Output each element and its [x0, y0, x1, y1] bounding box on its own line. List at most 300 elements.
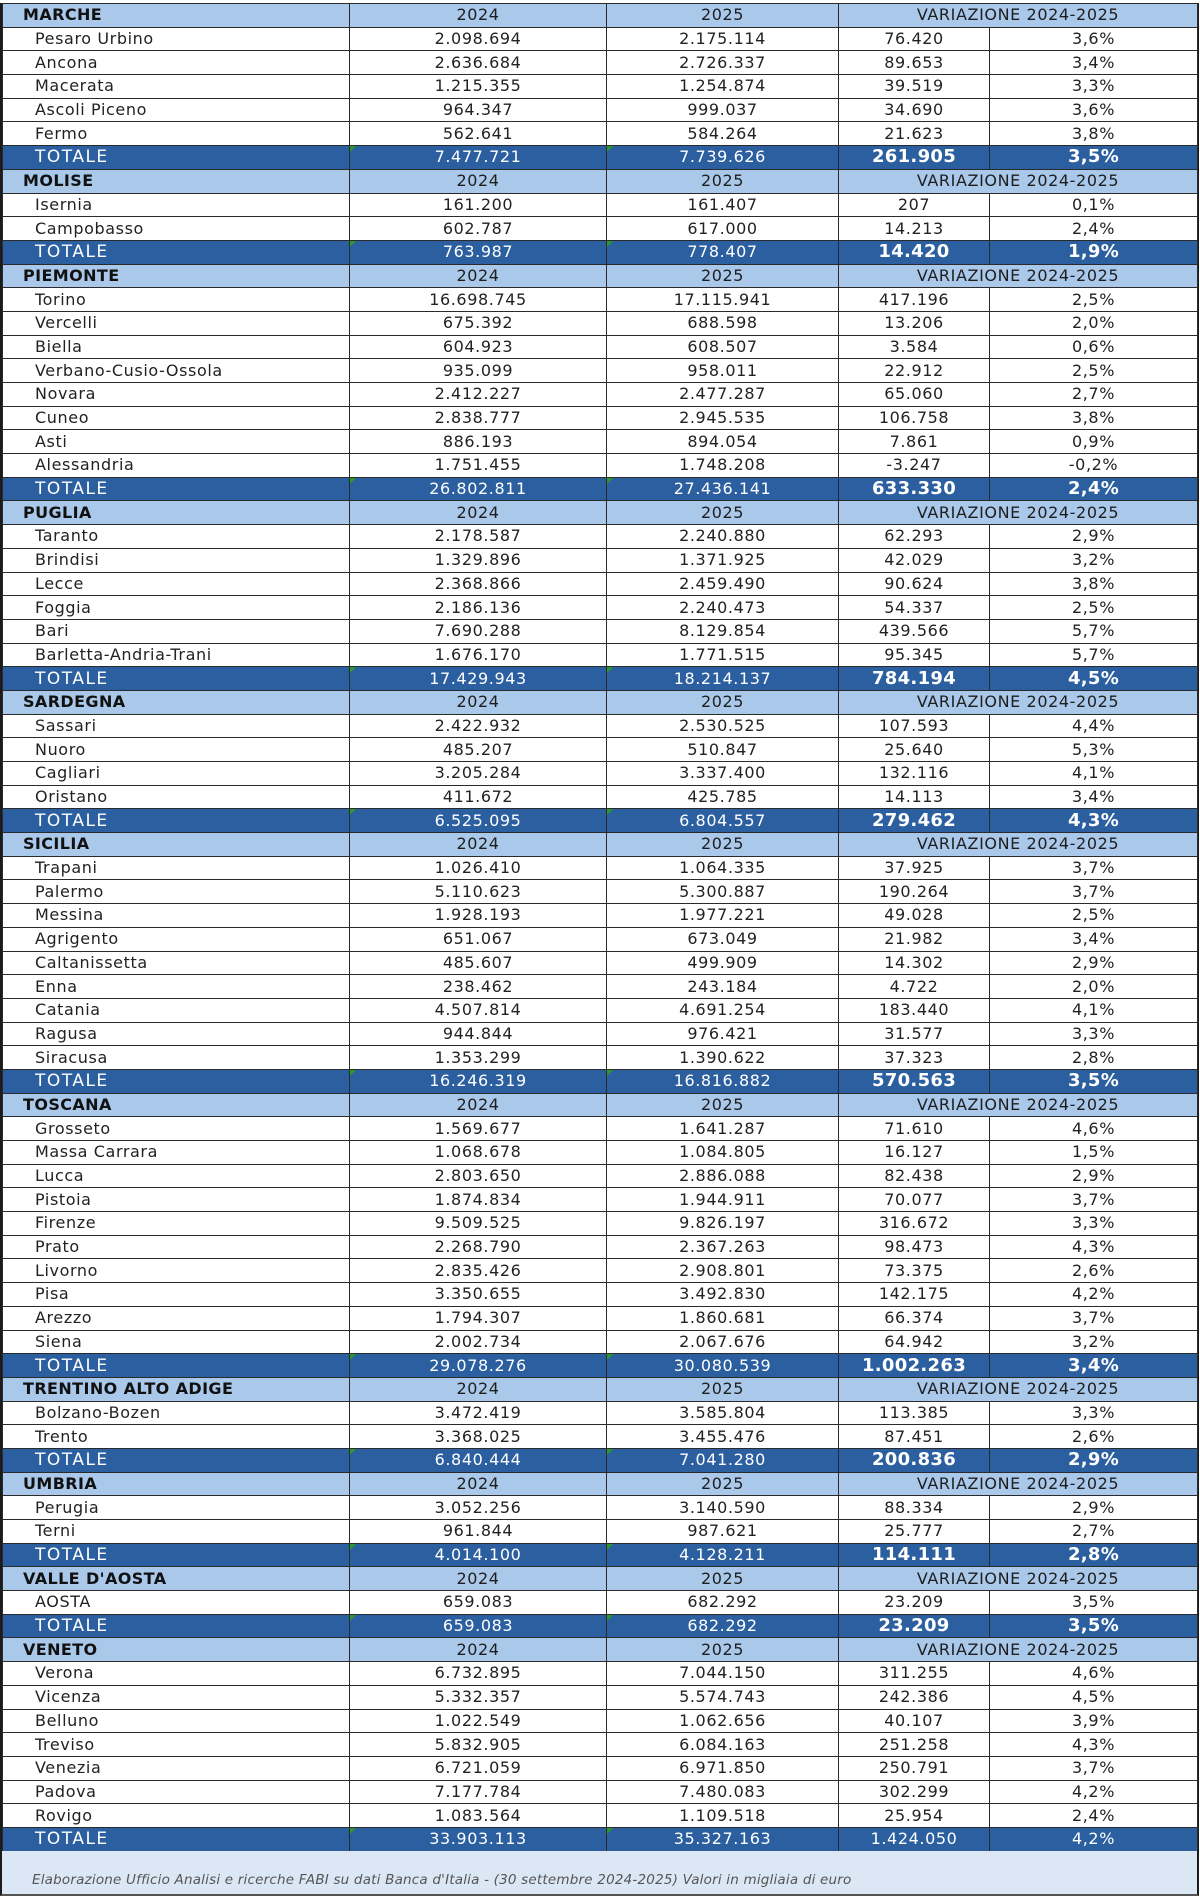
province-name: Catania [3, 998, 350, 1022]
variation-percent: 2,5% [990, 359, 1198, 383]
value-2025: 3.337.400 [607, 762, 839, 786]
total-variation-percent: 3,5% [990, 1614, 1198, 1638]
value-2025: 894.054 [607, 430, 839, 454]
value-2024: 1.569.677 [350, 1117, 607, 1141]
province-name: AOSTA [3, 1591, 350, 1615]
column-header-variation: VARIAZIONE 2024-2025 [839, 690, 1198, 714]
total-2025: 18.214.137 [607, 667, 839, 691]
variation-percent: 2,6% [990, 1259, 1198, 1283]
variation-percent: 5,3% [990, 738, 1198, 762]
province-name: Caltanissetta [3, 951, 350, 975]
variation-absolute: 49.028 [839, 904, 990, 928]
column-header-2025: 2025 [607, 1567, 839, 1591]
table-row [3, 904, 1198, 928]
value-2025: 6.971.850 [607, 1756, 839, 1780]
column-header-2025: 2025 [607, 1638, 839, 1662]
total-row [3, 1448, 1198, 1472]
value-2025: 2.175.114 [607, 27, 839, 51]
variation-percent: 3,6% [990, 27, 1198, 51]
table-row [3, 525, 1198, 549]
province-name: Biella [3, 335, 350, 359]
variation-percent: 2,5% [990, 288, 1198, 312]
variation-percent: 3,7% [990, 1306, 1198, 1330]
value-2025: 2.530.525 [607, 714, 839, 738]
total-2024: 4.014.100 [350, 1543, 607, 1567]
province-name: Oristano [3, 785, 350, 809]
variation-percent: 3,4% [990, 927, 1198, 951]
total-variation-percent: 1,9% [990, 240, 1198, 264]
value-2025: 608.507 [607, 335, 839, 359]
variation-percent: 2,0% [990, 975, 1198, 999]
source-note: Elaborazione Ufficio Analisi e ricerche FABI su dati Banca d'Italia - (30 settembre 2024-2025) Valori in migliaia di euro [32, 1872, 852, 1888]
variation-absolute: 95.345 [839, 643, 990, 667]
variation-absolute: 132.116 [839, 762, 990, 786]
column-header-2024: 2024 [350, 690, 607, 714]
variation-absolute: 242.386 [839, 1685, 990, 1709]
value-2024: 2.835.426 [350, 1259, 607, 1283]
value-2025: 3.140.590 [607, 1496, 839, 1520]
table-row [3, 1662, 1198, 1686]
table-row [3, 1141, 1198, 1165]
value-2024: 16.698.745 [350, 288, 607, 312]
value-2025: 2.367.263 [607, 1235, 839, 1259]
variation-absolute: 23.209 [839, 1591, 990, 1615]
province-name: Siracusa [3, 1046, 350, 1070]
column-header-2025: 2025 [607, 169, 839, 193]
total-2024: 659.083 [350, 1614, 607, 1638]
variation-percent: 3,7% [990, 880, 1198, 904]
table-row [3, 714, 1198, 738]
column-header-2025: 2025 [607, 1093, 839, 1117]
total-label: TOTALE [3, 1543, 350, 1567]
variation-absolute: 107.593 [839, 714, 990, 738]
province-name: Taranto [3, 525, 350, 549]
value-2024: 1.022.549 [350, 1709, 607, 1733]
variation-percent: 4,1% [990, 998, 1198, 1022]
variation-percent: 2,5% [990, 596, 1198, 620]
total-variation-percent: 3,5% [990, 146, 1198, 170]
total-2024: 16.246.319 [350, 1069, 607, 1093]
variation-percent: 2,4% [990, 1804, 1198, 1828]
variation-absolute: 54.337 [839, 596, 990, 620]
table-row [3, 1117, 1198, 1141]
province-name: Nuoro [3, 738, 350, 762]
table-row [3, 1520, 1198, 1544]
total-label: TOTALE [3, 1069, 350, 1093]
value-2025: 1.860.681 [607, 1306, 839, 1330]
value-2024: 5.332.357 [350, 1685, 607, 1709]
table-row [3, 1306, 1198, 1330]
variation-percent: 2,9% [990, 525, 1198, 549]
province-name: Pisa [3, 1283, 350, 1307]
column-header-variation: VARIAZIONE 2024-2025 [839, 1093, 1198, 1117]
province-name: Agrigento [3, 927, 350, 951]
region-name: VALLE D'AOSTA [3, 1567, 350, 1591]
variation-percent: 3,8% [990, 122, 1198, 146]
value-2024: 935.099 [350, 359, 607, 383]
variation-percent: 2,9% [990, 951, 1198, 975]
value-2024: 3.350.655 [350, 1283, 607, 1307]
variation-percent: 3,4% [990, 51, 1198, 75]
province-name: Rovigo [3, 1804, 350, 1828]
variation-absolute: 64.942 [839, 1330, 990, 1354]
variation-absolute: 87.451 [839, 1425, 990, 1449]
region-header-row [3, 169, 1198, 193]
column-header-2025: 2025 [607, 1472, 839, 1496]
variation-absolute: -3.247 [839, 454, 990, 478]
value-2025: 7.044.150 [607, 1662, 839, 1686]
province-name: Sassari [3, 714, 350, 738]
variation-absolute: 25.640 [839, 738, 990, 762]
table-row [3, 311, 1198, 335]
variation-absolute: 39.519 [839, 75, 990, 99]
variation-percent: 3,8% [990, 572, 1198, 596]
variation-absolute: 88.334 [839, 1496, 990, 1520]
table-row [3, 1188, 1198, 1212]
total-2024: 26.802.811 [350, 477, 607, 501]
value-2025: 1.254.874 [607, 75, 839, 99]
province-name: Ragusa [3, 1022, 350, 1046]
value-2025: 2.945.535 [607, 406, 839, 430]
total-row [3, 1543, 1198, 1567]
variation-absolute: 66.374 [839, 1306, 990, 1330]
variation-absolute: 31.577 [839, 1022, 990, 1046]
variation-percent: 3,4% [990, 785, 1198, 809]
variation-absolute: 3.584 [839, 335, 990, 359]
variation-absolute: 7.861 [839, 430, 990, 454]
value-2025: 2.477.287 [607, 383, 839, 407]
total-2024: 7.477.721 [350, 146, 607, 170]
total-row [3, 240, 1198, 264]
value-2025: 673.049 [607, 927, 839, 951]
value-2025: 1.064.335 [607, 856, 839, 880]
column-header-2025: 2025 [607, 690, 839, 714]
value-2025: 6.084.163 [607, 1733, 839, 1757]
variation-percent: 3,5% [990, 1591, 1198, 1615]
column-header-2024: 2024 [350, 1377, 607, 1401]
value-2025: 4.691.254 [607, 998, 839, 1022]
total-2025: 6.804.557 [607, 809, 839, 833]
table-row [3, 596, 1198, 620]
region-header-row [3, 833, 1198, 857]
table-row [3, 122, 1198, 146]
variation-percent: 4,2% [990, 1780, 1198, 1804]
column-header-2024: 2024 [350, 501, 607, 525]
variation-absolute: 21.982 [839, 927, 990, 951]
total-label: TOTALE [3, 1614, 350, 1638]
column-header-variation: VARIAZIONE 2024-2025 [839, 264, 1198, 288]
value-2024: 238.462 [350, 975, 607, 999]
value-2025: 3.492.830 [607, 1283, 839, 1307]
province-name: Trento [3, 1425, 350, 1449]
total-2025: 778.407 [607, 240, 839, 264]
value-2025: 1.771.515 [607, 643, 839, 667]
table-row [3, 738, 1198, 762]
value-2025: 2.726.337 [607, 51, 839, 75]
variation-percent: 3,9% [990, 1709, 1198, 1733]
variation-percent: 3,8% [990, 406, 1198, 430]
variation-percent: 5,7% [990, 643, 1198, 667]
total-2024: 6.840.444 [350, 1448, 607, 1472]
total-label: TOTALE [3, 809, 350, 833]
table-row [3, 1425, 1198, 1449]
column-header-2025: 2025 [607, 501, 839, 525]
variation-absolute: 37.925 [839, 856, 990, 880]
value-2024: 944.844 [350, 1022, 607, 1046]
total-variation-absolute: 261.905 [839, 146, 990, 170]
value-2025: 9.826.197 [607, 1212, 839, 1236]
table-row [3, 1756, 1198, 1780]
total-2025: 35.327.163 [607, 1827, 839, 1851]
value-2024: 3.205.284 [350, 762, 607, 786]
variation-absolute: 40.107 [839, 1709, 990, 1733]
value-2025: 161.407 [607, 193, 839, 217]
column-header-2024: 2024 [350, 1567, 607, 1591]
value-2024: 2.186.136 [350, 596, 607, 620]
total-variation-percent: 3,5% [990, 1069, 1198, 1093]
variation-percent: 1,5% [990, 1141, 1198, 1165]
table-row [3, 1685, 1198, 1709]
value-2025: 2.886.088 [607, 1164, 839, 1188]
variation-absolute: 250.791 [839, 1756, 990, 1780]
province-name: Macerata [3, 75, 350, 99]
column-header-2024: 2024 [350, 169, 607, 193]
total-variation-percent: 3,4% [990, 1354, 1198, 1378]
value-2024: 1.068.678 [350, 1141, 607, 1165]
value-2025: 2.067.676 [607, 1330, 839, 1354]
variation-percent: 4,5% [990, 1685, 1198, 1709]
variation-absolute: 311.255 [839, 1662, 990, 1686]
region-header-row [3, 501, 1198, 525]
variation-percent: 2,8% [990, 1046, 1198, 1070]
variation-percent: 2,4% [990, 217, 1198, 241]
value-2024: 5.832.905 [350, 1733, 607, 1757]
value-2024: 2.412.227 [350, 383, 607, 407]
value-2025: 2.459.490 [607, 572, 839, 596]
value-2024: 1.874.834 [350, 1188, 607, 1212]
variation-absolute: 14.302 [839, 951, 990, 975]
province-name: Campobasso [3, 217, 350, 241]
region-name: PUGLIA [3, 501, 350, 525]
total-2025: 4.128.211 [607, 1543, 839, 1567]
value-2025: 958.011 [607, 359, 839, 383]
province-name: Foggia [3, 596, 350, 620]
total-2024: 763.987 [350, 240, 607, 264]
table-row [3, 1733, 1198, 1757]
total-variation-absolute: 14.420 [839, 240, 990, 264]
table-row [3, 1591, 1198, 1615]
value-2024: 485.607 [350, 951, 607, 975]
variation-absolute: 82.438 [839, 1164, 990, 1188]
total-variation-absolute: 1.424.050 [839, 1827, 990, 1851]
value-2025: 5.300.887 [607, 880, 839, 904]
table-row [3, 927, 1198, 951]
table-row [3, 951, 1198, 975]
region-header-row [3, 1377, 1198, 1401]
table-row [3, 785, 1198, 809]
table-row [3, 1212, 1198, 1236]
value-2025: 987.621 [607, 1520, 839, 1544]
province-name: Enna [3, 975, 350, 999]
value-2024: 2.268.790 [350, 1235, 607, 1259]
variation-percent: 0,6% [990, 335, 1198, 359]
value-2024: 2.636.684 [350, 51, 607, 75]
value-2025: 688.598 [607, 311, 839, 335]
value-2024: 886.193 [350, 430, 607, 454]
variation-absolute: 13.206 [839, 311, 990, 335]
table-row [3, 75, 1198, 99]
province-name: Cagliari [3, 762, 350, 786]
value-2025: 5.574.743 [607, 1685, 839, 1709]
total-2025: 30.080.539 [607, 1354, 839, 1378]
region-name: SARDEGNA [3, 690, 350, 714]
variation-percent: 2,7% [990, 383, 1198, 407]
value-2024: 659.083 [350, 1591, 607, 1615]
value-2025: 1.641.287 [607, 1117, 839, 1141]
table-row [3, 1780, 1198, 1804]
province-name: Asti [3, 430, 350, 454]
value-2024: 1.329.896 [350, 548, 607, 572]
variation-absolute: 76.420 [839, 27, 990, 51]
table-row [3, 383, 1198, 407]
table-row [3, 359, 1198, 383]
value-2025: 2.240.880 [607, 525, 839, 549]
variation-absolute: 42.029 [839, 548, 990, 572]
region-header-row [3, 1567, 1198, 1591]
value-2025: 999.037 [607, 98, 839, 122]
value-2025: 2.908.801 [607, 1259, 839, 1283]
total-variation-percent: 4,5% [990, 667, 1198, 691]
province-name: Isernia [3, 193, 350, 217]
value-2024: 1.928.193 [350, 904, 607, 928]
table-row [3, 335, 1198, 359]
variation-absolute: 70.077 [839, 1188, 990, 1212]
value-2025: 1.084.805 [607, 1141, 839, 1165]
value-2025: 1.062.656 [607, 1709, 839, 1733]
regional-data-table-container [0, 3, 1199, 1852]
total-variation-percent: 4,2% [990, 1827, 1198, 1851]
table-row [3, 572, 1198, 596]
variation-absolute: 21.623 [839, 122, 990, 146]
total-row [3, 667, 1198, 691]
region-header-row [3, 264, 1198, 288]
variation-percent: 3,3% [990, 1022, 1198, 1046]
variation-percent: -0,2% [990, 454, 1198, 478]
variation-percent: 4,3% [990, 1733, 1198, 1757]
column-header-2024: 2024 [350, 1093, 607, 1117]
total-variation-percent: 2,4% [990, 477, 1198, 501]
table-row [3, 643, 1198, 667]
total-row [3, 809, 1198, 833]
variation-absolute: 207 [839, 193, 990, 217]
table-body [3, 4, 1198, 1852]
table-row [3, 1022, 1198, 1046]
value-2024: 5.110.623 [350, 880, 607, 904]
region-name: PIEMONTE [3, 264, 350, 288]
total-variation-absolute: 570.563 [839, 1069, 990, 1093]
variation-absolute: 106.758 [839, 406, 990, 430]
variation-percent: 4,6% [990, 1662, 1198, 1686]
value-2024: 7.690.288 [350, 619, 607, 643]
total-variation-percent: 4,3% [990, 809, 1198, 833]
value-2024: 485.207 [350, 738, 607, 762]
total-variation-absolute: 1.002.263 [839, 1354, 990, 1378]
value-2024: 6.721.059 [350, 1756, 607, 1780]
value-2024: 7.177.784 [350, 1780, 607, 1804]
total-label: TOTALE [3, 146, 350, 170]
province-name: Novara [3, 383, 350, 407]
value-2024: 1.794.307 [350, 1306, 607, 1330]
table-row [3, 1164, 1198, 1188]
value-2025: 617.000 [607, 217, 839, 241]
variation-absolute: 90.624 [839, 572, 990, 596]
variation-percent: 2,0% [990, 311, 1198, 335]
variation-percent: 3,2% [990, 1330, 1198, 1354]
column-header-variation: VARIAZIONE 2024-2025 [839, 169, 1198, 193]
value-2024: 161.200 [350, 193, 607, 217]
value-2025: 2.240.473 [607, 596, 839, 620]
province-name: Pistoia [3, 1188, 350, 1212]
variation-percent: 2,7% [990, 1520, 1198, 1544]
total-2024: 29.078.276 [350, 1354, 607, 1378]
region-name: UMBRIA [3, 1472, 350, 1496]
variation-absolute: 16.127 [839, 1141, 990, 1165]
table-row [3, 288, 1198, 312]
variation-absolute: 183.440 [839, 998, 990, 1022]
regional-data-table [2, 3, 1198, 1852]
variation-percent: 3,7% [990, 1756, 1198, 1780]
region-name: MOLISE [3, 169, 350, 193]
total-variation-absolute: 784.194 [839, 667, 990, 691]
variation-percent: 3,3% [990, 1401, 1198, 1425]
province-name: Cuneo [3, 406, 350, 430]
province-name: Firenze [3, 1212, 350, 1236]
table-row [3, 193, 1198, 217]
region-name: MARCHE [3, 4, 350, 28]
total-row [3, 477, 1198, 501]
value-2025: 1.390.622 [607, 1046, 839, 1070]
province-name: Brindisi [3, 548, 350, 572]
value-2025: 3.585.804 [607, 1401, 839, 1425]
variation-absolute: 34.690 [839, 98, 990, 122]
value-2024: 6.732.895 [350, 1662, 607, 1686]
total-row [3, 1354, 1198, 1378]
variation-absolute: 62.293 [839, 525, 990, 549]
variation-percent: 5,7% [990, 619, 1198, 643]
table-row [3, 1709, 1198, 1733]
column-header-variation: VARIAZIONE 2024-2025 [839, 833, 1198, 857]
region-header-row [3, 1093, 1198, 1117]
table-row [3, 1283, 1198, 1307]
variation-percent: 4,3% [990, 1235, 1198, 1259]
variation-absolute: 316.672 [839, 1212, 990, 1236]
value-2024: 2.368.866 [350, 572, 607, 596]
variation-absolute: 22.912 [839, 359, 990, 383]
province-name: Arezzo [3, 1306, 350, 1330]
value-2024: 1.676.170 [350, 643, 607, 667]
variation-percent: 3,7% [990, 1188, 1198, 1212]
variation-percent: 0,9% [990, 430, 1198, 454]
variation-percent: 4,6% [990, 1117, 1198, 1141]
total-row [3, 1614, 1198, 1638]
column-header-variation: VARIAZIONE 2024-2025 [839, 1638, 1198, 1662]
value-2024: 2.178.587 [350, 525, 607, 549]
value-2024: 1.026.410 [350, 856, 607, 880]
region-header-row [3, 690, 1198, 714]
region-name: SICILIA [3, 833, 350, 857]
table-footer [0, 1851, 1199, 1896]
value-2024: 3.472.419 [350, 1401, 607, 1425]
